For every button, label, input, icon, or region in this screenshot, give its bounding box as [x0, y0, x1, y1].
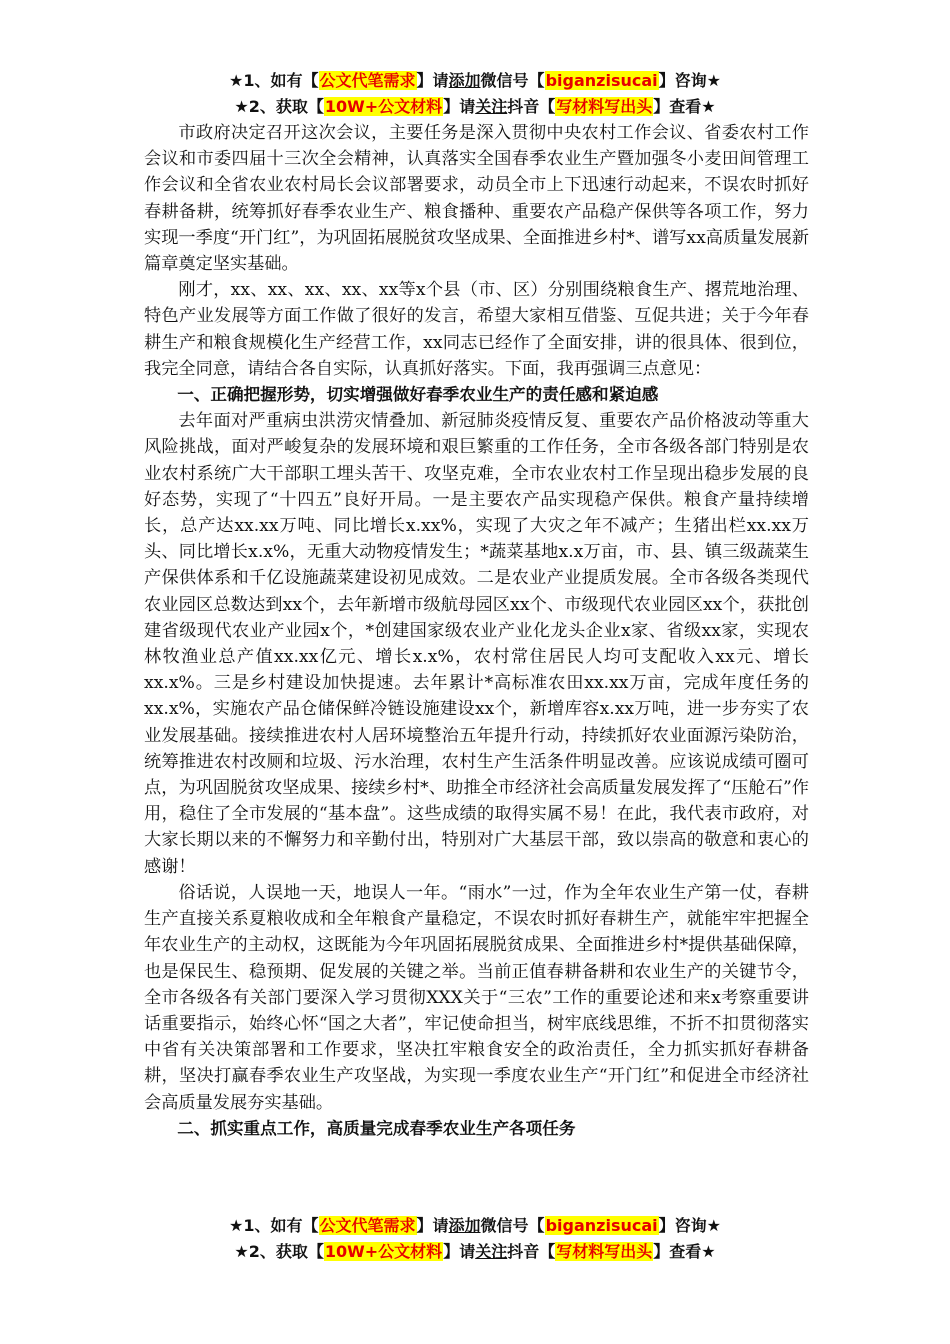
promo-banner-bottom — [120, 1213, 830, 1265]
promo-text: 】请 — [416, 71, 449, 90]
promo-text: 】查看★ — [653, 97, 716, 116]
promo-banner-top — [120, 68, 830, 120]
promo-highlight: 写材料写出头 — [556, 1242, 653, 1261]
promo-text: 抖音【 — [507, 97, 556, 116]
paragraph: 刚才，xx、xx、xx、xx、xx等x个县（市、区）分别围绕粮食生产、撂荒地治理、特色产业发展等方面工作做了很好的发言，希望大家相互借鉴、互促共进；关于今年春耕生产和粮食规模化生产经营工作，xx同志已经作了全面安排，讲的很具体、很到位，我完全同意，请结合各自实际，认真抓好落实。下面，我再强调三点意见： — [144, 280, 809, 379]
promo-line-1 — [120, 68, 830, 94]
promo-text: 】请 — [443, 97, 476, 116]
promo-text: 抖音【 — [507, 1242, 556, 1261]
promo-text: 微信号【 — [480, 71, 545, 90]
document-body — [144, 120, 809, 1142]
promo-text: 】查看★ — [653, 1242, 716, 1261]
promo-highlight: 公文代笔需求 — [319, 1216, 416, 1235]
promo-text: ★2、获取【 — [234, 1242, 324, 1261]
promo-text: ★1、如有【 — [229, 1216, 319, 1235]
paragraph: 俗话说，人误地一天，地误人一年。“雨水”一过，作为全年农业生产第一仗，春耕生产直接关系夏粮收成和全年粮食产量稳定，不误农时抓好春耕生产，就能牢牢把握全年农业生产的主动权，这既能为今年巩固拓展脱贫成果、全面推进乡村*提供基础保障，也是保民生、稳预期、促发展的关键之举。当前正值春耕备耕和农业生产的关键节令，全市各级各有关部门要深入学习贯彻XXX关于“三农”工作的重要论述和来x考察重要讲话重要指示，始终心怀“国之大者”，牢记使命担当，树牢底线思维，不折不扣贯彻落实中省有关决策部署和工作要求，坚决扛牢粮食安全的政治责任，全力抓实抓好春耕备耕，坚决打赢春季农业生产攻坚战，为实现一季度农业生产“开门红”和促进全市经济社会高质量发展夯实基础。 — [144, 882, 809, 1113]
promo-text: 】咨询★ — [658, 1216, 721, 1235]
promo-text: 微信号【 — [480, 1216, 545, 1235]
promo-text: ★2、获取【 — [234, 97, 324, 116]
paragraph: 去年面对严重病虫洪涝灾情叠加、新冠肺炎疫情反复、重要农产品价格波动等重大风险挑战，面对严峻复杂的发展环境和艰巨繁重的工作任务，全市各级各部门特别是农业农村系统广大干部职工埋头苦干、攻坚克难，全市农业农村工作呈现出稳步发展的良好态势，实现了“十四五”良好开局。一是主要农产品实现稳产保供。粮食产量持续增长，总产达xx.xx万吨、同比增长x.xx%，实现了大灾之年不减产；生猪出栏xx.xx万头、同比增长x.x%，无重大动物疫情发生；*蔬菜基地x.x万亩，市、县、镇三级蔬菜生产保供体系和千亿设施蔬菜建设初见成效。二是农业产业提质发展。全市各级各类现代农业园区总数达到xx个，去年新增市级航母园区xx个、市级现代农业园区xx个，获批创建省级现代农业产业园x个，*创建国家级农业产业化龙头企业x家、省级xx家，实现农林牧渔业总产值xx.xx亿元、增长x.x%，农村常住居民人均可支配收入xx元、增长xx.x%。三是乡村建设加快提速。去年累计*高标准农田xx.xx万亩，完成年度任务的xx.x%，实施农产品仓储保鲜冷链设施建设xx个，新增库容x.xx万吨，进一步夯实了农业发展基础。接续推进农村人居环境整治五年提升行动，持续抓好农业面源污染防治，统筹推进农村改厕和垃圾、污水治理，农村生产生活条件明显改善。应该说成绩可圈可点，为巩固脱贫攻坚成果、接续乡村*、助推全市经济社会高质量发展发挥了“压舱石”作用，稳住了全市发展的“基本盘”。这些成绩的取得实属不易！在此，我代表市政府，对大家长期以来的不懈努力和辛勤付出，特别对广大基层干部，致以崇高的敬意和衷心的感谢！ — [144, 411, 809, 877]
promo-text: 】咨询★ — [658, 71, 721, 90]
promo-underlined: 添加 — [448, 1216, 481, 1235]
promo-highlight: biganzisucai — [545, 1216, 658, 1235]
promo-text: 】请 — [416, 1216, 449, 1235]
promo-highlight: biganzisucai — [545, 71, 658, 90]
promo-underlined: 关注 — [475, 1242, 508, 1261]
promo-text: ★1、如有【 — [229, 71, 319, 90]
section-heading: 二、抓实重点工作，高质量完成春季农业生产各项任务 — [177, 1118, 576, 1138]
promo-highlight: 10W+公文材料 — [324, 97, 443, 116]
promo-highlight: 公文代笔需求 — [319, 71, 416, 90]
promo-text: 】请 — [443, 1242, 476, 1261]
section-heading: 一、正确把握形势，切实增强做好春季农业生产的责任感和紧迫感 — [177, 385, 659, 405]
promo-line-2 — [120, 94, 830, 120]
promo-underlined: 添加 — [448, 71, 481, 90]
promo-underlined: 关注 — [475, 97, 508, 116]
promo-highlight: 10W+公文材料 — [324, 1242, 443, 1261]
promo-line-2 — [120, 1239, 830, 1265]
promo-line-1 — [120, 1213, 830, 1239]
paragraph: 市政府决定召开这次会议，主要任务是深入贯彻中央农村工作会议、省委农村工作会议和市委四届十三次全会精神，认真落实全国春季农业生产暨加强冬小麦田间管理工作会议和全省农业农村局长会议部署要求，动员全市上下迅速行动起来，不误农时抓好春耕备耕，统筹抓好春季农业生产、粮食播种、重要农产品稳产保供等各项工作，努力实现一季度“开门红”，为巩固拓展脱贫攻坚成果、全面推进乡村*、谱写xx高质量发展新篇章奠定坚实基础。 — [144, 123, 809, 275]
promo-highlight: 写材料写出头 — [556, 97, 653, 116]
